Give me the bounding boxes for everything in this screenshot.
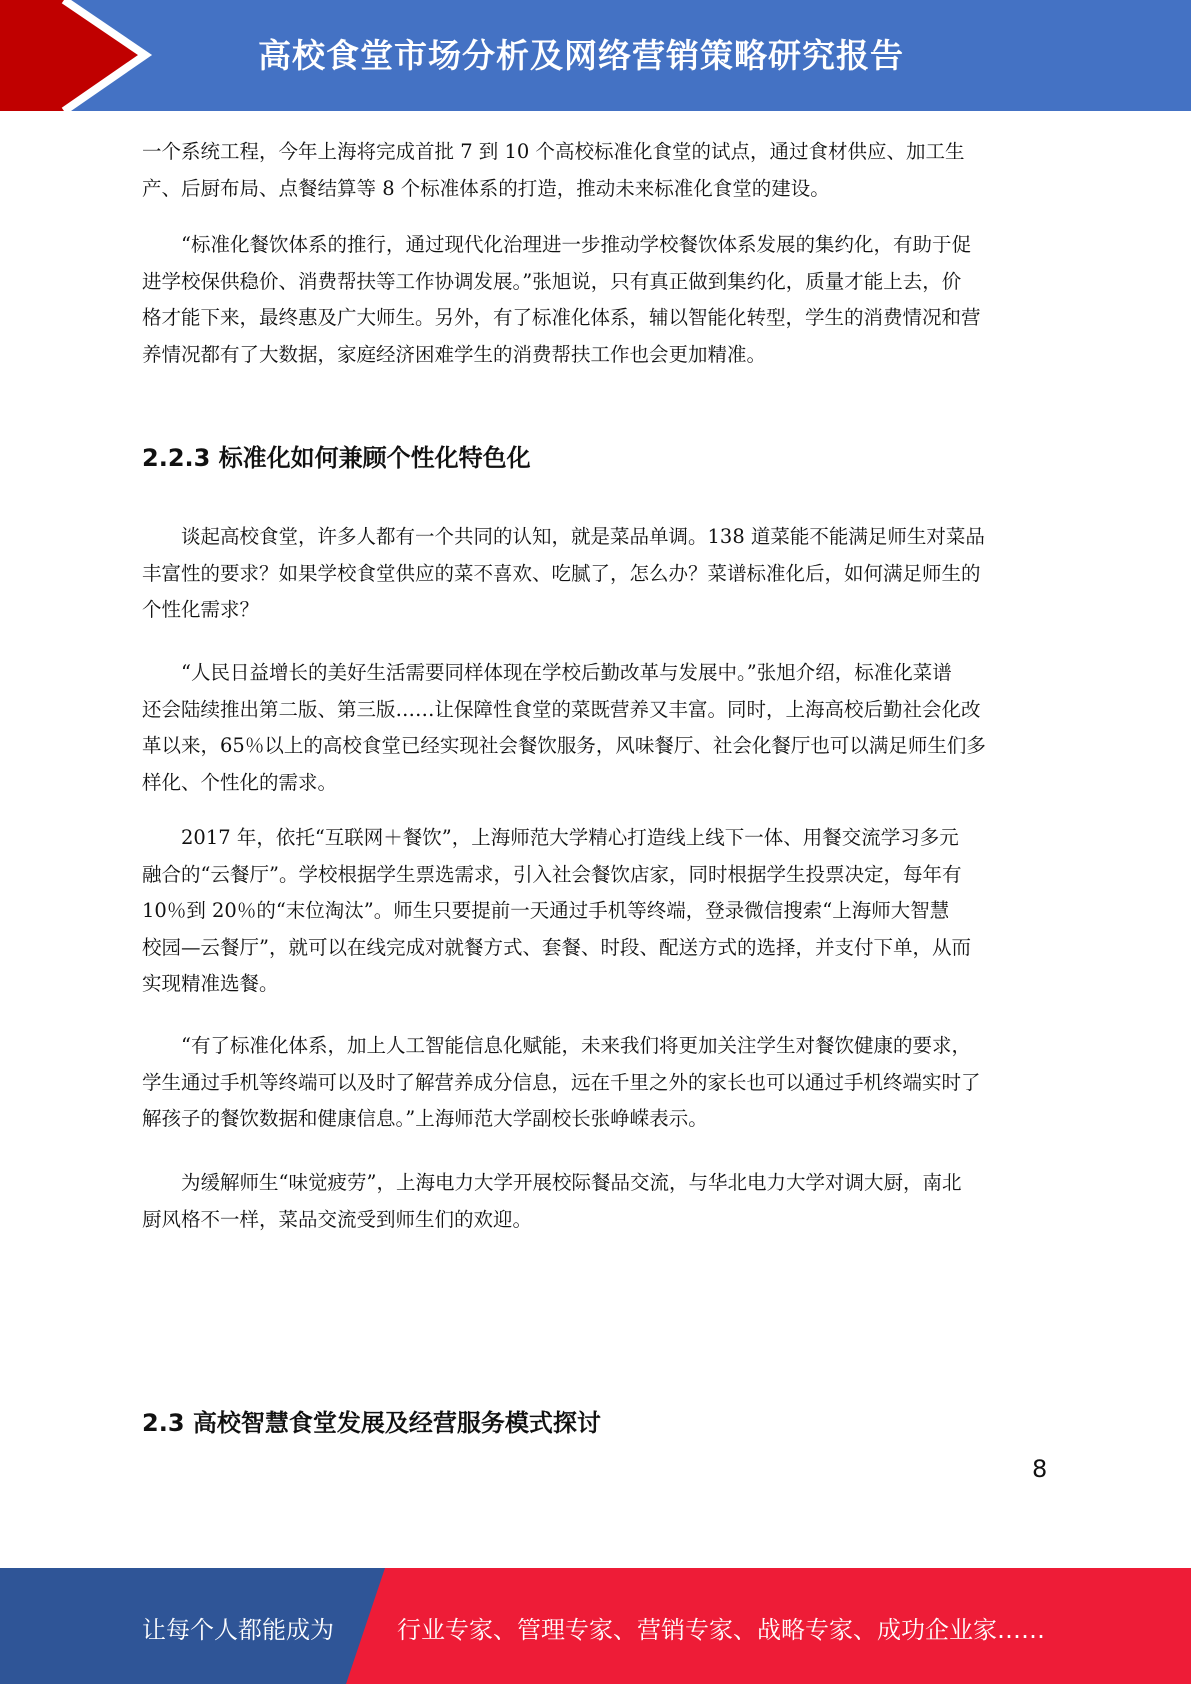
text-line: 还会陆续推出第二版、第三版……让保障性食堂的菜既营养又丰富。同时，上海高校后勤社会化改 — [142, 697, 981, 721]
text-line: 进学校保供稳价、消费帮扶等工作协调发展。”张旭说，只有真正做到集约化，质量才能上去，价 — [142, 269, 962, 293]
footer-slogan-left: 让每个人都能成为 — [142, 1616, 334, 1644]
paragraph — [142, 134, 1052, 207]
text-line: 融合的“云餐厅”。学校根据学生票选需求，引入社会餐饮店家，同时根据学生投票决定，每年有 — [142, 862, 962, 886]
text-line: 样化、个性化的需求。 — [142, 770, 338, 794]
report-title: 高校食堂市场分析及网络营销策略研究报告 — [258, 36, 904, 75]
text-line: “标准化餐饮体系的推行，通过现代化治理进一步推动学校餐饮体系发展的集约化，有助于促 — [142, 233, 971, 256]
text-line: 养情况都有了大数据，家庭经济困难学生的消费帮扶工作也会更加精准。 — [142, 342, 767, 366]
paragraph — [142, 820, 1052, 1003]
footer-slogan-right: 行业专家、管理专家、营销专家、战略专家、成功企业家…… — [397, 1616, 1045, 1644]
text-line: 丰富性的要求？如果学校食堂供应的菜不喜欢、吃腻了，怎么办？菜谱标准化后，如何满足师生的 — [142, 561, 981, 585]
text-line: 谈起高校食堂，许多人都有一个共同的认知，就是菜品单调。138 道菜能不能满足师生对菜品 — [142, 525, 985, 548]
text-line: “人民日益增长的美好生活需要同样体现在学校后勤改革与发展中。”张旭介绍，标准化菜谱 — [142, 661, 952, 684]
paragraph — [142, 655, 1052, 801]
text-line: 10％到 20％的“末位淘汰”。师生只要提前一天通过手机等终端，登录微信搜索“上海师大智慧 — [142, 899, 950, 923]
text-line: 解孩子的餐饮数据和健康信息。”上海师范大学副校长张峥嵘表示。 — [142, 1107, 708, 1131]
section-heading: 2.3 高校智慧食堂发展及经营服务模式探讨 — [142, 1409, 601, 1437]
text-line: 校园—云餐厅”，就可以在线完成对就餐方式、套餐、时段、配送方式的选择，并支付下单，从而 — [142, 935, 971, 959]
text-line: 产、后厨布局、点餐结算等 8 个标准体系的打造，推动未来标准化食堂的建设。 — [142, 176, 830, 200]
text-line: 一个系统工程，今年上海将完成首批 7 到 10 个高校标准化食堂的试点，通过食材供应、加工生 — [142, 140, 965, 163]
text-line: 为缓解师生“味觉疲劳”，上海电力大学开展校际餐品交流，与华北电力大学对调大厨，南北 — [142, 1171, 962, 1194]
page-header — [0, 0, 1191, 111]
paragraph — [142, 519, 1052, 629]
paragraph — [142, 227, 1052, 373]
paragraph — [142, 1028, 1052, 1138]
text-line: 实现精准选餐。 — [142, 972, 279, 996]
text-line: 格才能下来，最终惠及广大师生。另外，有了标准化体系，辅以智能化转型，学生的消费情况和营 — [142, 306, 981, 330]
section-heading: 2.2.3 标准化如何兼顾个性化特色化 — [142, 444, 531, 472]
text-line: “有了标准化体系，加上人工智能信息化赋能，未来我们将更加关注学生对餐饮健康的要求， — [142, 1034, 971, 1057]
page-footer — [0, 1568, 1191, 1684]
paragraph — [142, 1165, 1052, 1238]
text-line: 个性化需求？ — [142, 598, 260, 622]
text-line: 厨风格不一样，菜品交流受到师生们的欢迎。 — [142, 1207, 533, 1231]
page-number: 8 — [1032, 1455, 1048, 1483]
text-line: 革以来，65％以上的高校食堂已经实现社会餐饮服务，风味餐厅、社会化餐厅也可以满足师生们多 — [142, 734, 986, 758]
text-line: 2017 年，依托“互联网＋餐饮”，上海师范大学精心打造线上线下一体、用餐交流学习多元 — [142, 826, 959, 849]
text-line: 学生通过手机等终端可以及时了解营养成分信息，远在千里之外的家长也可以通过手机终端实时了 — [142, 1070, 981, 1094]
